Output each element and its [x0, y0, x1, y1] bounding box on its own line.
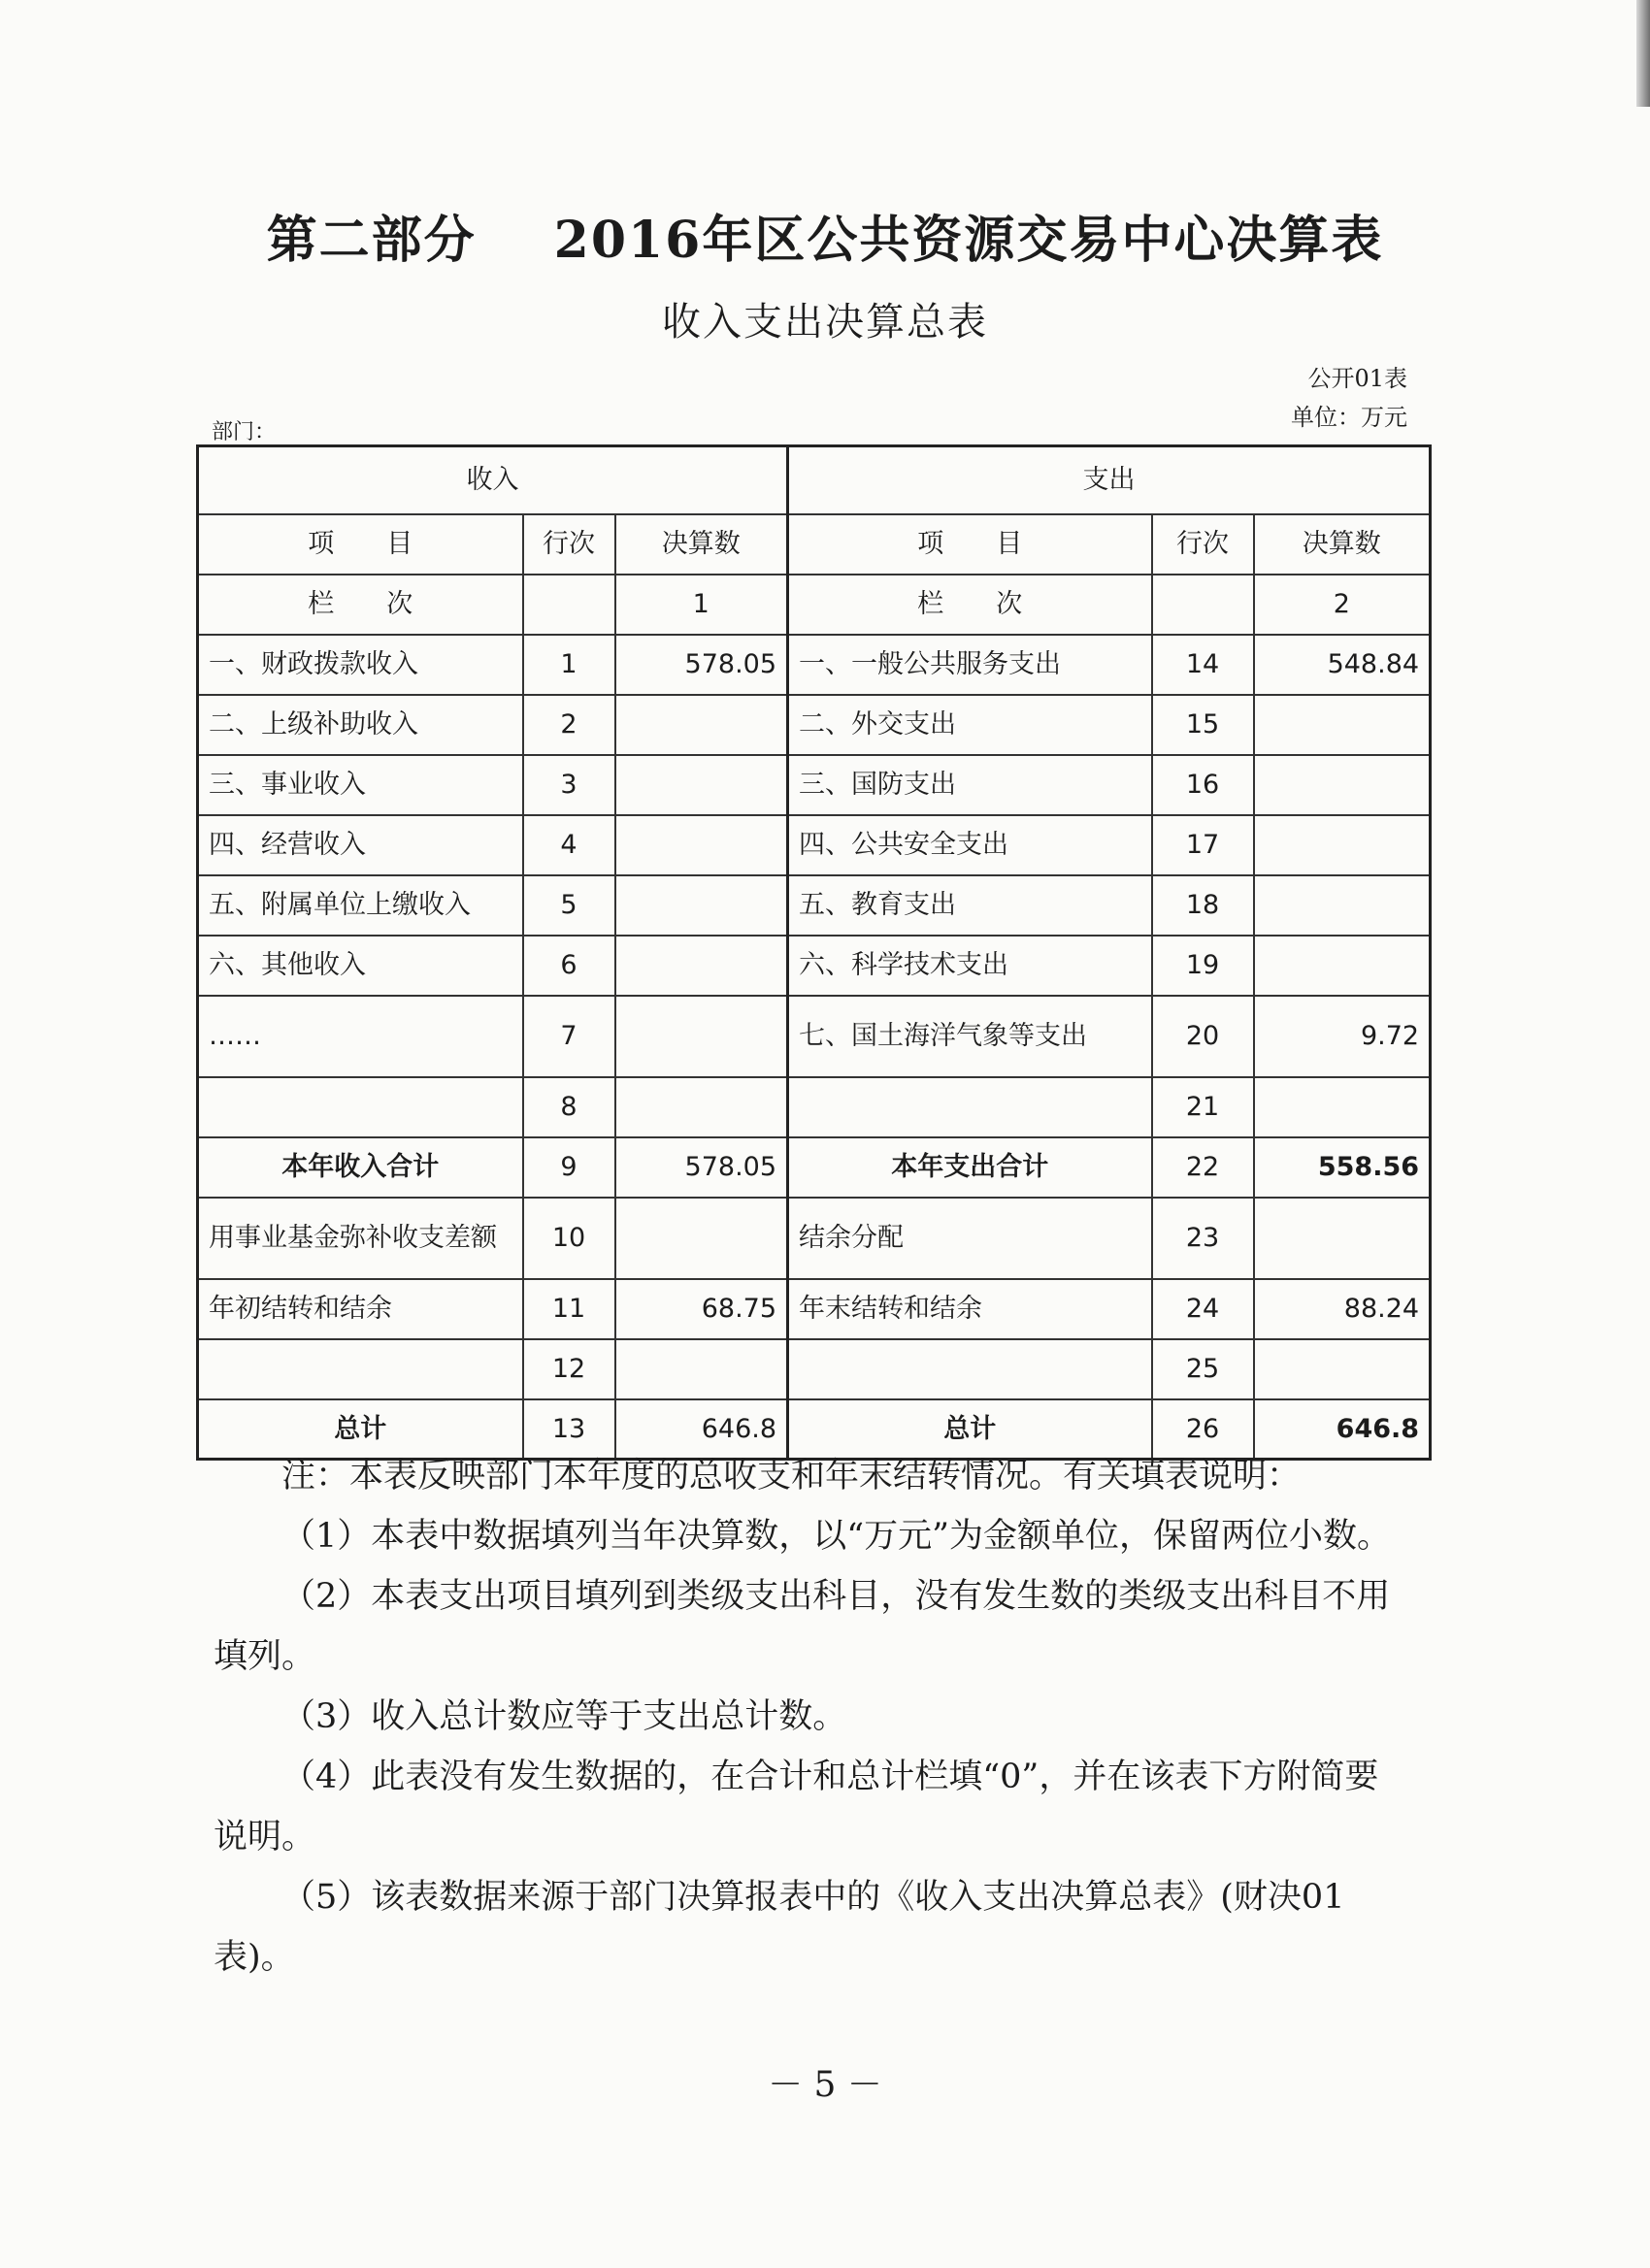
- income-amount-cell: [615, 1077, 788, 1137]
- expense-amount-cell: [1254, 936, 1431, 996]
- table-row: [198, 815, 1431, 875]
- unit-label: 单位：万元: [1291, 404, 1407, 431]
- expense-row-no-cell: 26: [1152, 1399, 1254, 1460]
- table-row: [198, 1137, 1431, 1198]
- expense-item-cell: [788, 1077, 1152, 1137]
- income-amount-cell: 68.75: [615, 1279, 788, 1339]
- table-row: [198, 996, 1431, 1077]
- expense-amount-cell: 558.56: [1254, 1137, 1431, 1198]
- income-amount-cell: 646.8: [615, 1399, 788, 1460]
- note-3: （3）收入总计数应等于支出总计数。: [281, 1697, 847, 1736]
- income-row-no-cell: 1: [523, 635, 615, 695]
- income-item-cell: 六、其他收入: [198, 936, 523, 996]
- table-row: [198, 635, 1431, 695]
- expense-index-label: 栏 次: [788, 575, 1152, 635]
- income-item-cell: [198, 1077, 523, 1137]
- income-header: 收入: [198, 446, 788, 514]
- note-1: （1）本表中数据填列当年决算数，以“万元”为金额单位，保留两位小数。: [281, 1517, 1392, 1556]
- income-row-no-cell: 8: [523, 1077, 615, 1137]
- table-row: [198, 1198, 1431, 1279]
- expense-item-cell: 结余分配: [788, 1198, 1152, 1279]
- income-row-col-header: 行次: [523, 514, 615, 575]
- expense-item-col-header: 项 目: [788, 514, 1152, 575]
- income-row-no-cell: 4: [523, 815, 615, 875]
- expense-amount-cell: [1254, 1077, 1431, 1137]
- table-subtitle: 收入支出决算总表: [662, 300, 988, 345]
- expense-amount-cell: 548.84: [1254, 635, 1431, 695]
- income-index-blank: [523, 575, 615, 635]
- income-amount-cell: [615, 996, 788, 1077]
- income-expense-table: [196, 444, 1432, 1461]
- expense-item-cell: 总计: [788, 1399, 1152, 1460]
- title-main: 2016年区公共资源交易中心决算表: [553, 211, 1384, 270]
- income-item-cell: 年初结转和结余: [198, 1279, 523, 1339]
- expense-amount-cell: 88.24: [1254, 1279, 1431, 1339]
- income-item-cell: ……: [198, 996, 523, 1077]
- expense-amount-cell: [1254, 695, 1431, 755]
- form-number: 公开01表: [1307, 365, 1407, 392]
- expense-item-cell: 年末结转和结余: [788, 1279, 1152, 1339]
- income-item-cell: 总计: [198, 1399, 523, 1460]
- income-amount-col-header: 决算数: [615, 514, 788, 575]
- expense-index-number: 2: [1254, 575, 1431, 635]
- note-intro: 注：本表反映部门本年度的总收支和年末结转情况。有关填表说明：: [281, 1457, 1302, 1496]
- income-item-cell: 五、附属单位上缴收入: [198, 875, 523, 936]
- income-amount-cell: [615, 755, 788, 815]
- expense-amount-cell: [1254, 875, 1431, 936]
- expense-row-no-cell: 22: [1152, 1137, 1254, 1198]
- income-amount-cell: [615, 875, 788, 936]
- income-item-cell: 三、事业收入: [198, 755, 523, 815]
- table-row: [198, 695, 1431, 755]
- income-amount-cell: [615, 695, 788, 755]
- expense-item-cell: 二、外交支出: [788, 695, 1152, 755]
- expense-row-no-cell: 21: [1152, 1077, 1254, 1137]
- expense-item-cell: 六、科学技术支出: [788, 936, 1152, 996]
- expense-row-no-cell: 19: [1152, 936, 1254, 996]
- income-amount-cell: 578.05: [615, 635, 788, 695]
- expense-row-no-cell: 16: [1152, 755, 1254, 815]
- expense-amount-cell: 646.8: [1254, 1399, 1431, 1460]
- expense-item-cell: 一、一般公共服务支出: [788, 635, 1152, 695]
- expense-item-cell: 五、教育支出: [788, 875, 1152, 936]
- expense-header: 支出: [788, 446, 1431, 514]
- expense-row-no-cell: 23: [1152, 1198, 1254, 1279]
- page-edge-shadow: [1636, 0, 1650, 107]
- table-row: [198, 1279, 1431, 1339]
- income-item-cell: 二、上级补助收入: [198, 695, 523, 755]
- income-item-cell: 四、经营收入: [198, 815, 523, 875]
- expense-row-no-cell: 17: [1152, 815, 1254, 875]
- income-item-cell: 用事业基金弥补收支差额: [198, 1198, 523, 1279]
- page-number: － 5 －: [768, 2065, 882, 2105]
- title-part: 第二部分: [266, 211, 477, 270]
- income-item-cell: 本年收入合计: [198, 1137, 523, 1198]
- income-row-no-cell: 12: [523, 1339, 615, 1399]
- note-5: （5）该表数据来源于部门决算报表中的《收入支出决算总表》(财决01表)。: [214, 1878, 1345, 1977]
- expense-row-no-cell: 25: [1152, 1339, 1254, 1399]
- income-item-col-header: 项 目: [198, 514, 523, 575]
- expense-row-no-cell: 20: [1152, 996, 1254, 1077]
- expense-amount-cell: [1254, 1339, 1431, 1399]
- expense-item-cell: 七、国土海洋气象等支出: [788, 996, 1152, 1077]
- income-row-no-cell: 9: [523, 1137, 615, 1198]
- expense-row-no-cell: 24: [1152, 1279, 1254, 1339]
- expense-row-no-cell: 18: [1152, 875, 1254, 936]
- expense-item-cell: [788, 1339, 1152, 1399]
- table-row: [198, 936, 1431, 996]
- income-item-cell: [198, 1339, 523, 1399]
- income-amount-cell: 578.05: [615, 1137, 788, 1198]
- expense-row-no-cell: 14: [1152, 635, 1254, 695]
- table-row: [198, 1077, 1431, 1137]
- income-row-no-cell: 13: [523, 1399, 615, 1460]
- income-row-no-cell: 6: [523, 936, 615, 996]
- income-index-label: 栏 次: [198, 575, 523, 635]
- table-row: [198, 1339, 1431, 1399]
- income-row-no-cell: 10: [523, 1198, 615, 1279]
- income-row-no-cell: 11: [523, 1279, 615, 1339]
- income-item-cell: 一、财政拨款收入: [198, 635, 523, 695]
- expense-amount-cell: [1254, 1198, 1431, 1279]
- expense-item-cell: 本年支出合计: [788, 1137, 1152, 1198]
- department-label: 部门：: [212, 420, 277, 444]
- notes-section: [214, 1446, 1412, 1988]
- expense-amount-cell: [1254, 815, 1431, 875]
- income-index-number: 1: [615, 575, 788, 635]
- expense-amount-cell: [1254, 755, 1431, 815]
- table-row: [198, 755, 1431, 815]
- income-row-no-cell: 3: [523, 755, 615, 815]
- note-4: （4）此表没有发生数据的，在合计和总计栏填“0”，并在该表下方附简要说明。: [214, 1758, 1379, 1857]
- income-amount-cell: [615, 815, 788, 875]
- expense-amount-cell: 9.72: [1254, 996, 1431, 1077]
- expense-amount-col-header: 决算数: [1254, 514, 1431, 575]
- income-row-no-cell: 2: [523, 695, 615, 755]
- table-row: [198, 875, 1431, 936]
- income-amount-cell: [615, 1339, 788, 1399]
- expense-row-col-header: 行次: [1152, 514, 1254, 575]
- income-amount-cell: [615, 936, 788, 996]
- expense-item-cell: 三、国防支出: [788, 755, 1152, 815]
- income-row-no-cell: 7: [523, 996, 615, 1077]
- page-title: [0, 199, 1650, 272]
- expense-row-no-cell: 15: [1152, 695, 1254, 755]
- income-amount-cell: [615, 1198, 788, 1279]
- expense-item-cell: 四、公共安全支出: [788, 815, 1152, 875]
- note-2: （2）本表支出项目填列到类级支出科目，没有发生数的类级支出科目不用填列。: [214, 1577, 1391, 1676]
- expense-index-blank: [1152, 575, 1254, 635]
- income-row-no-cell: 5: [523, 875, 615, 936]
